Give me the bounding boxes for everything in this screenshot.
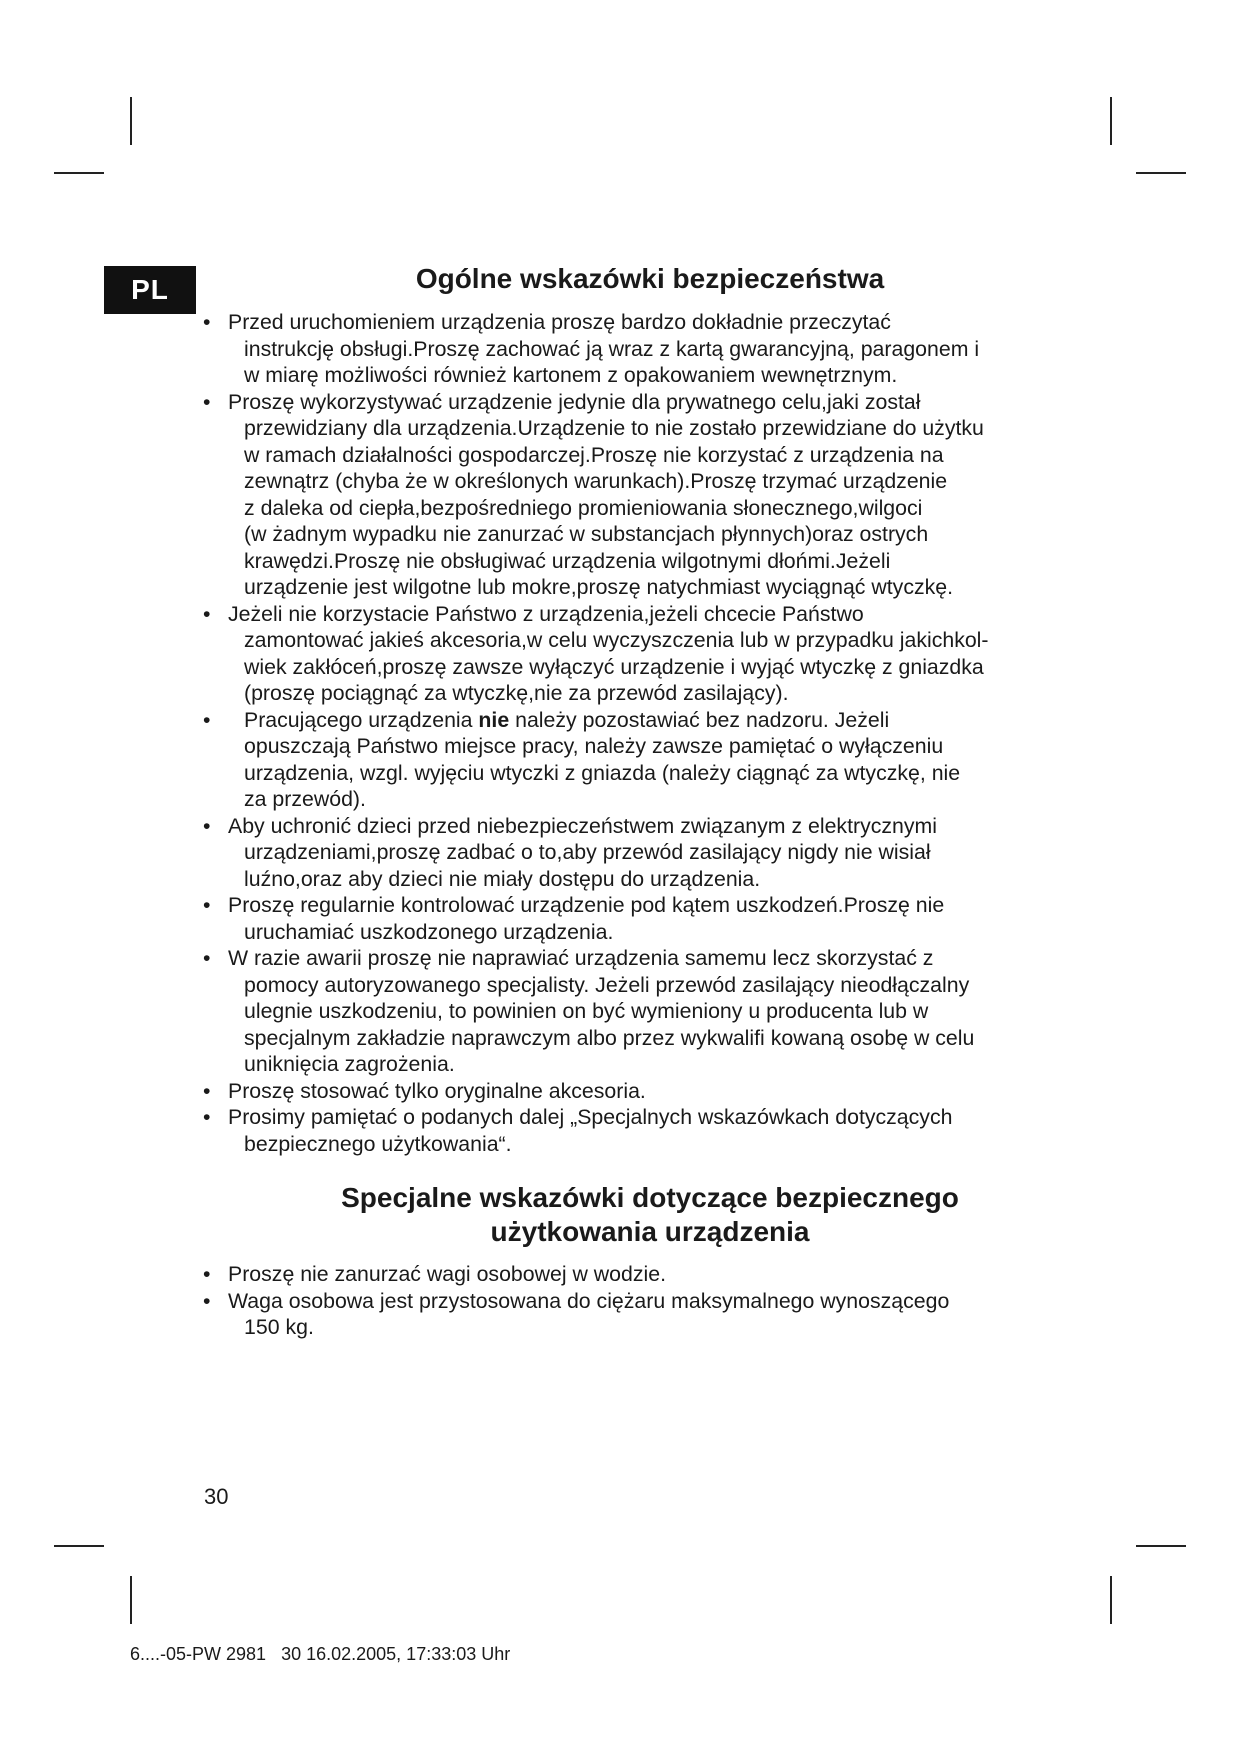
list-item bbox=[203, 601, 1083, 707]
list-item-line: Waga osobowa jest przystosowana do ciężaru maksymalnego wynoszącego bbox=[228, 1288, 950, 1313]
crop-mark bbox=[130, 97, 132, 145]
list-item-line: w ramach działalności gospodarczej.Proszę nie korzystać z urządzenia na bbox=[244, 442, 944, 467]
crop-mark bbox=[1136, 172, 1186, 174]
emphasis-text: nie bbox=[478, 707, 510, 732]
list-item-line: (w żadnym wypadku nie zanurzać w substancjach płynnych)oraz ostrych bbox=[244, 522, 929, 546]
bullet: • bbox=[203, 1105, 211, 1129]
list-item-line: opuszczają Państwo miejsce pracy, należy zawsze pamiętać o wyłączeniu bbox=[244, 734, 944, 758]
bullet: • bbox=[203, 707, 211, 732]
page-number: 30 bbox=[204, 1484, 229, 1509]
list-item-line: Jeżeli nie korzystacie Państwo z urządzenia,jeżeli chcecie Państwo bbox=[228, 601, 864, 626]
list-item-line: za przewód). bbox=[244, 787, 366, 811]
list-item-line: luźno,oraz aby dzieci nie miały dostępu do urządzenia. bbox=[244, 866, 761, 891]
list-item bbox=[203, 707, 1083, 813]
section-title-general-safety: Ogólne wskazówki bezpieczeństwa bbox=[415, 263, 885, 294]
list-item-line: specjalnym zakładzie naprawczym albo przez wykwalifi kowaną osobę w celu bbox=[244, 1025, 975, 1050]
list-item-line: W razie awarii proszę nie naprawiać urządzenia samemu lecz skorzystać z bbox=[228, 946, 934, 970]
list-item bbox=[203, 389, 1083, 601]
list-item-line: bezpiecznego użytkowania“. bbox=[244, 1131, 512, 1156]
list-item-line: z daleka od ciepła,bezpośredniego promieniowania słonecznego,wilgoci bbox=[244, 495, 923, 520]
bullet: • bbox=[203, 389, 211, 414]
list-item bbox=[203, 813, 1083, 893]
bullet: • bbox=[203, 1288, 211, 1313]
list-item-line: urządzenia, wzgl. wyjęciu wtyczki z gniazda (należy ciągnąć za wtyczkę, nie bbox=[244, 760, 961, 785]
title-line: użytkowania urządzenia bbox=[490, 1216, 810, 1247]
list-item-line: wiek zakłóceń,proszę zawsze wyłączyć urządzenie i wyjąć wtyczkę z gniazdka bbox=[244, 654, 984, 679]
crop-mark bbox=[1110, 1576, 1112, 1624]
list-item-line: Proszę nie zanurzać wagi osobowej w wodzie. bbox=[228, 1262, 666, 1286]
list-item bbox=[203, 1104, 1083, 1157]
list-item-line: Prosimy pamiętać o podanych dalej „Specjalnych wskazówkach dotyczących bbox=[228, 1105, 953, 1129]
list-item-line: urządzeniami,proszę zadbać o to,aby przewód zasilający nigdy nie wisiał bbox=[244, 840, 931, 864]
list-item-line: zamontować jakieś akcesoria,w celu wyczyszczenia lub w przypadku jakichkol- bbox=[244, 628, 989, 652]
list-item bbox=[203, 1288, 1083, 1341]
special-safety-list bbox=[203, 1261, 1083, 1341]
bullet: • bbox=[203, 813, 211, 838]
list-item-line: Proszę stosować tylko oryginalne akcesoria. bbox=[228, 1078, 646, 1103]
list-item-line: instrukcję obsługi.Proszę zachować ją wraz z kartą gwarancyjną, paragonem i bbox=[244, 336, 980, 361]
text-run: Pracującego urządzenia bbox=[244, 707, 479, 732]
bullet: • bbox=[203, 1078, 211, 1103]
list-item-line: uniknięcia zagrożenia. bbox=[244, 1052, 455, 1076]
crop-mark bbox=[1110, 97, 1112, 145]
list-item-line: pomocy autoryzowanego specjalisty. Jeżeli przewód zasilający nieodłączalny bbox=[244, 972, 970, 997]
list-item bbox=[203, 309, 1083, 389]
list-item-line: urządzenie jest wilgotne lub mokre,proszę natychmiast wyciągnąć wtyczkę. bbox=[244, 575, 954, 599]
print-footer: 6....-05-PW 2981 30 16.02.2005, 17:33:03 Uhr bbox=[130, 1644, 511, 1664]
list-item-line: krawędzi.Proszę nie obsługiwać urządzenia wilgotnymi dłońmi.Jeżeli bbox=[244, 548, 891, 573]
list-item-line: zewnątrz (chyba że w określonych warunkach).Proszę trzymać urządzenie bbox=[244, 469, 948, 493]
language-tab: PL bbox=[104, 266, 196, 314]
crop-mark bbox=[54, 172, 104, 174]
list-item bbox=[203, 945, 1083, 1078]
list-item-line: przewidziany dla urządzenia.Urządzenie to nie zostało przewidziane do użytku bbox=[244, 416, 984, 440]
bullet: • bbox=[203, 310, 211, 334]
crop-mark bbox=[54, 1545, 104, 1547]
list-item-line bbox=[228, 707, 1083, 734]
list-item-line: w miarę możliwości również kartonem z opakowaniem wewnętrznym. bbox=[244, 363, 898, 387]
general-safety-list bbox=[203, 309, 1083, 1157]
list-item bbox=[203, 1078, 1083, 1105]
list-item-line: uruchamiać uszkodzonego urządzenia. bbox=[244, 919, 614, 944]
list-item-line: 150 kg. bbox=[244, 1315, 314, 1339]
bullet: • bbox=[203, 893, 211, 917]
list-item-line: Przed uruchomieniem urządzenia proszę bardzo dokładnie przeczytać bbox=[228, 310, 891, 334]
list-item bbox=[203, 1261, 1083, 1288]
text-run: należy pozostawiać bez nadzoru. Jeżeli bbox=[509, 707, 890, 732]
list-item-line: Aby uchronić dzieci przed niebezpieczeństwem związanym z elektrycznymi bbox=[228, 813, 937, 838]
bullet: • bbox=[203, 601, 211, 626]
list-item-line: (proszę pociągnąć za wtyczkę,nie za przewód zasilający). bbox=[244, 681, 789, 705]
list-item-line: Proszę regularnie kontrolować urządzenie pod kątem uszkodzeń.Proszę nie bbox=[228, 893, 945, 917]
bullet: • bbox=[203, 946, 211, 970]
bullet: • bbox=[203, 1262, 211, 1286]
title-line: Specjalne wskazówki dotyczące bezpiecznego bbox=[341, 1182, 959, 1213]
crop-mark bbox=[1136, 1545, 1186, 1547]
list-item bbox=[203, 892, 1083, 945]
section-title-special-safety bbox=[200, 1181, 1100, 1249]
crop-mark bbox=[130, 1576, 132, 1624]
list-item-line: Proszę wykorzystywać urządzenie jedynie dla prywatnego celu,jaki został bbox=[228, 389, 921, 414]
list-item-line: ulegnie uszkodzeniu, to powinien on być wymieniony u producenta lub w bbox=[244, 999, 929, 1023]
